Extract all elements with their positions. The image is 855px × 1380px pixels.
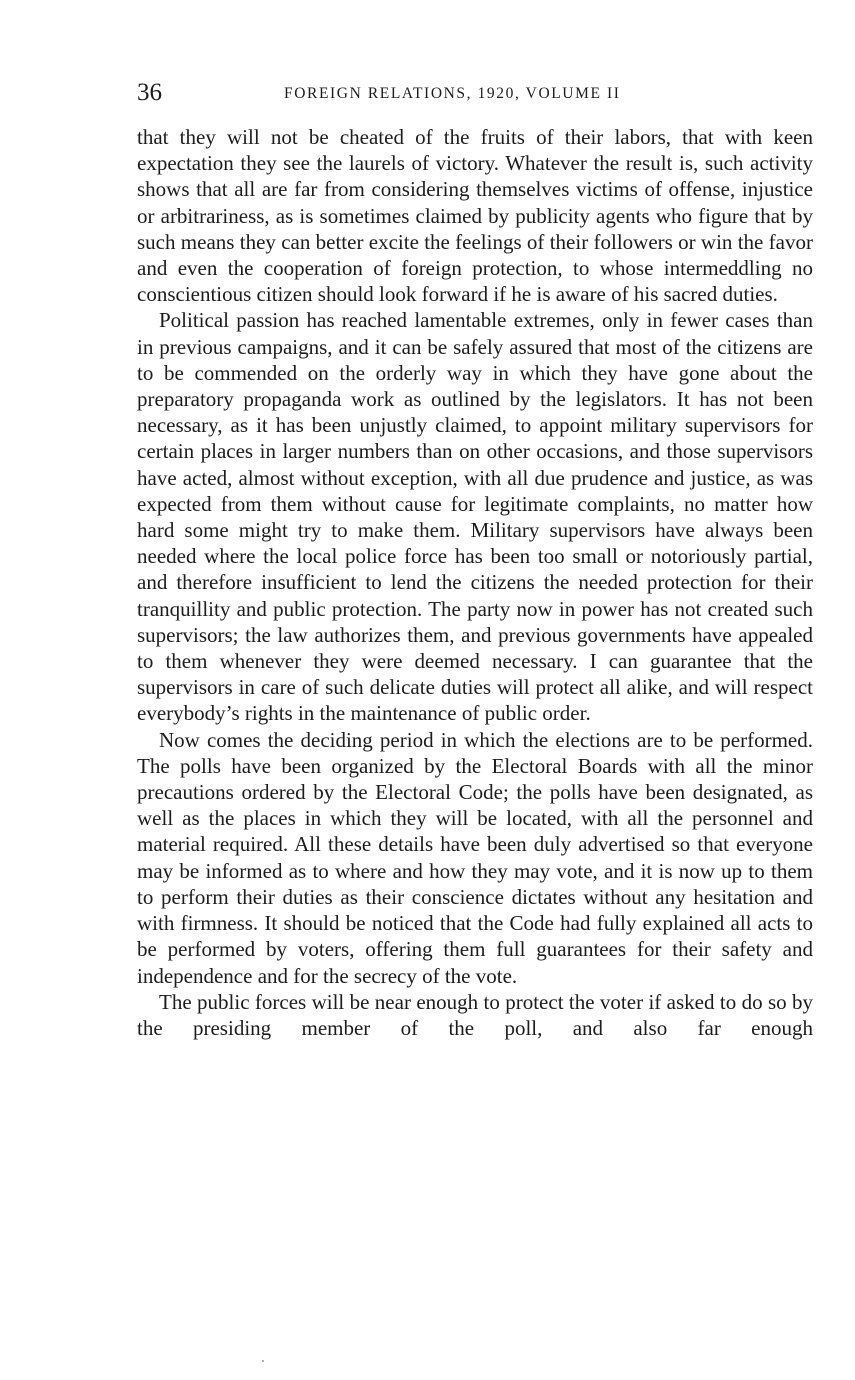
stray-ink-mark — [262, 1360, 264, 1362]
paragraph-public-forces: The public forces will be near enough to protect the voter if asked to do so by the presiding member of the poll, and also far enough — [137, 989, 813, 1040]
paragraph-political-passion: Political passion has reached lamentable extremes, only in fewer cases than in previous campaigns, and it can be safely assured that most of the citizens are to be commended on the orderly way in which they have gone about the preparatory propaganda work as outlined by the legislators. It has not been necessary, as it has been unjustly claimed, to appoint military supervisors for certain places in larger numbers than on other occasions, and those supervisors have acted, almost without exception, with all due prudence and justice, as was expected from them without cause for legitimate complaints, no matter how hard some might try to make them. Military supervisors have always been needed where the local police force has been too small or notoriously partial, and therefore insufficient to lend the citizens the needed protection for their tranquillity and public protection. The party now in power has not created such supervisors; the law authorizes them, and previous governments have appealed to them whenever they were deemed necessary. I can guarantee that the supervisors in care of such delicate duties will protect all alike, and will respect everybody’s rights in the maintenance of public order. — [137, 308, 813, 726]
body-text — [137, 124, 813, 1041]
page-header — [137, 78, 813, 110]
page-number: 36 — [137, 79, 162, 106]
paragraph-deciding-period: Now comes the deciding period in which the elections are to be performed. The polls have been organized by the Electoral Boards with all the minor precautions ordered by the Electoral Code; the polls have been designated, as well as the places in which they will be located, with all the personnel and material required. All these details have been duly advertised so that everyone may be informed as to where and how they may vote, and it is now up to them to perform their duties as their conscience dictates without any hesitation and with firmness. It should be noticed that the Code had fully explained all acts to be performed by voters, offering them full guarantees for their safety and independence and for the secrecy of the vote. — [137, 727, 813, 988]
running-head: FOREIGN RELATIONS, 1920, VOLUME II — [284, 85, 621, 102]
paragraph-continuation: that they will not be cheated of the fruits of their labors, that with keen expectation they see the laurels of victory. Whatever the result is, such activity shows that all are far from considering themselves victims of offense, injustice or arbitrariness, as is sometimes claimed by publicity agents who figure that by such means they can better excite the feelings of their followers or win the favor and even the cooperation of foreign protection, to whose intermeddling no conscientious citizen should look forward if he is aware of his sacred duties. — [137, 125, 813, 307]
